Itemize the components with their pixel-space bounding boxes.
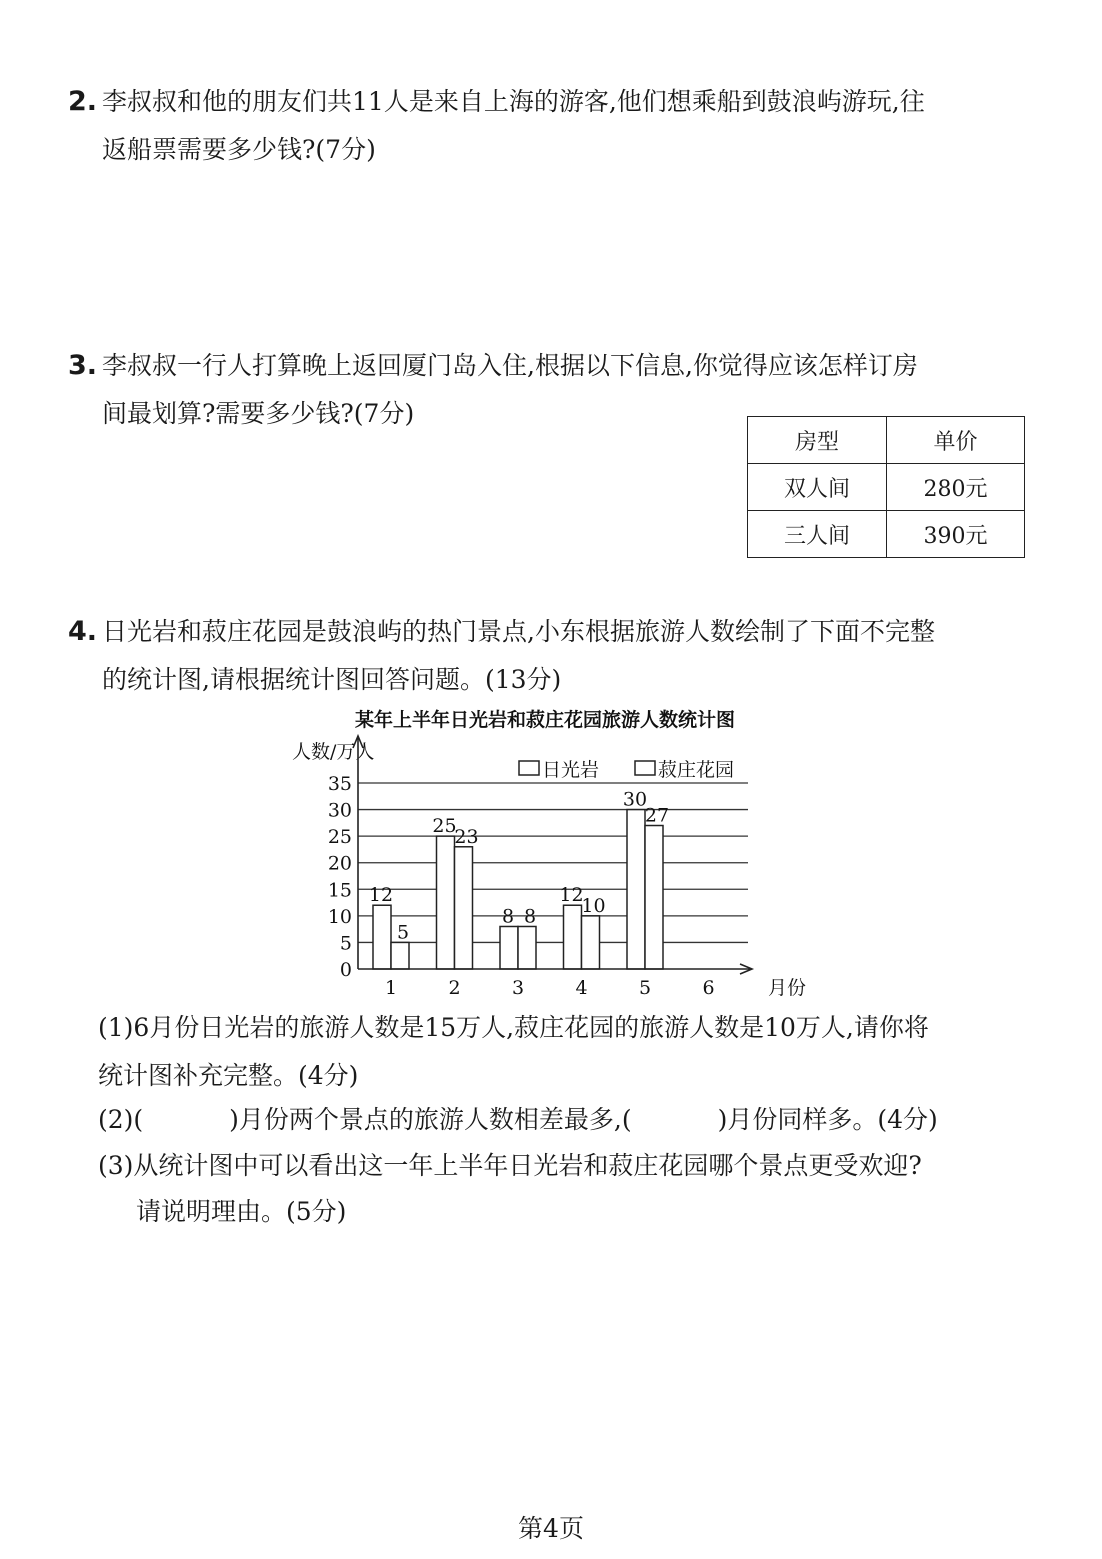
- sub-question-3-line: (3)从统计图中可以看出这一年上半年日光岩和菽庄花园哪个景点更受欢迎?: [98, 1151, 922, 1180]
- y-axis-label: 人数/万人: [292, 741, 375, 763]
- chart-legend: [519, 759, 734, 781]
- y-tick-label: 25: [327, 826, 352, 849]
- table-header-cell: 单价: [887, 417, 1025, 464]
- y-tick-label: 5: [339, 932, 352, 955]
- table-header-cell: 房型: [748, 417, 887, 464]
- chart-grid: [358, 783, 748, 942]
- table-cell: 三人间: [748, 511, 887, 558]
- bar: [373, 905, 391, 969]
- table-cell: 280元: [887, 464, 1025, 511]
- question-text-line: 的统计图,请根据统计图回答问题。(13分): [102, 665, 562, 694]
- x-tick-label: 5: [638, 977, 652, 999]
- bar: [627, 810, 645, 969]
- question-text-line: 李叔叔一行人打算晚上返回厦门岛入住,根据以下信息,你觉得应该怎样订房: [102, 351, 918, 380]
- x-tick-label: 6: [702, 977, 715, 999]
- y-tick-label: 30: [327, 799, 352, 822]
- data-label: 12: [559, 884, 584, 907]
- y-tick-labels: [328, 773, 352, 981]
- question-text-line: 日光岩和菽庄花园是鼓浪屿的热门景点,小东根据旅游人数绘制了下面不完整: [102, 617, 935, 646]
- x-tick-label: 4: [575, 977, 588, 999]
- question-2: [68, 78, 1028, 174]
- y-tick-label: 0: [339, 959, 352, 981]
- sub-question-2-text: )月份同样多。(4分): [717, 1105, 938, 1134]
- question-text-line: 返船票需要多少钱?(7分): [102, 135, 376, 164]
- data-label: 8: [501, 905, 515, 928]
- question-number: 4.: [68, 616, 98, 647]
- question-number: 2.: [68, 86, 98, 117]
- x-tick-label: 1: [384, 977, 398, 999]
- chart-title: 某年上半年日光岩和菽庄花园旅游人数统计图: [354, 709, 736, 731]
- table-row: [748, 464, 1025, 511]
- data-label: 30: [622, 788, 648, 811]
- bar: [582, 916, 600, 969]
- legend-label: 菽庄花园: [658, 759, 735, 781]
- question-4: [68, 608, 1028, 704]
- data-label: 27: [644, 804, 670, 827]
- bar: [391, 942, 409, 969]
- data-label: 10: [581, 894, 606, 917]
- y-tick-label: 10: [327, 905, 352, 928]
- bar: [455, 847, 473, 969]
- x-axis-label: 月份: [768, 977, 807, 999]
- y-tick-label: 35: [327, 773, 352, 795]
- table-cell: 390元: [887, 511, 1025, 558]
- bar: [564, 905, 582, 969]
- legend-swatch-rizhuangyan: [519, 761, 539, 775]
- sub-question-2-text: )月份两个景点的旅游人数相差最多,(: [229, 1105, 632, 1134]
- x-tick-label: 2: [448, 977, 461, 999]
- question-text-line: 李叔叔和他的朋友们共11人是来自上海的游客,他们想乘船到鼓浪屿游玩,往: [102, 87, 925, 116]
- y-tick-label: 15: [327, 879, 352, 902]
- legend-label: 日光岩: [542, 759, 600, 781]
- table-cell: 双人间: [748, 464, 887, 511]
- data-label: 23: [454, 825, 479, 848]
- bar-chart: [280, 700, 807, 1000]
- page-number: 第4页: [518, 1514, 584, 1543]
- legend-swatch-shuzhuang: [635, 761, 655, 775]
- bar: [645, 826, 663, 969]
- data-label: 8: [523, 905, 537, 928]
- question-text-line: 间最划算?需要多少钱?(7分): [102, 399, 415, 428]
- y-tick-label: 20: [327, 852, 352, 875]
- sub-question-2-text: (2)(: [98, 1105, 144, 1134]
- question-number: 3.: [68, 350, 98, 381]
- sub-question-2: [98, 1098, 1038, 1142]
- bar: [500, 926, 518, 969]
- table-header-row: [748, 417, 1025, 464]
- data-label: 25: [432, 815, 457, 838]
- room-price-table: [747, 416, 1025, 558]
- bar: [437, 836, 455, 969]
- x-tick-labels: [385, 977, 715, 999]
- bar: [518, 926, 536, 969]
- data-label: 5: [396, 921, 410, 944]
- data-label: 12: [368, 884, 394, 907]
- sub-question-3-line: 请说明理由。(5分): [136, 1197, 347, 1226]
- x-tick-label: 3: [511, 977, 525, 999]
- sub-question-1-line: (1)6月份日光岩的旅游人数是15万人,菽庄花园的旅游人数是10万人,请你将: [98, 1013, 929, 1042]
- sub-question-1-line: 统计图补充完整。(4分): [98, 1061, 359, 1090]
- table-row: [748, 511, 1025, 558]
